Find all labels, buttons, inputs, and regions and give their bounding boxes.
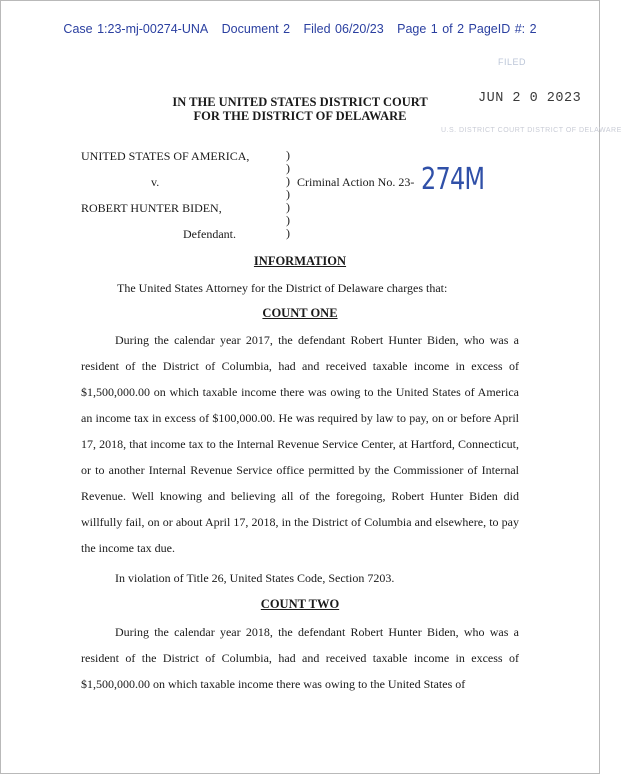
page-info: Page 1 of 2 PageID #: 2 bbox=[397, 22, 537, 36]
ecf-header bbox=[1, 22, 599, 36]
defendant-name: ROBERT HUNTER BIDEN, bbox=[81, 201, 222, 215]
court-title-line2: FOR THE DISTRICT OF DELAWARE bbox=[193, 109, 407, 123]
court-title bbox=[1, 95, 599, 123]
court-stamp-line: U.S. DISTRICT COURT DISTRICT OF DELAWARE bbox=[441, 127, 622, 134]
handwritten-action-number: 274M bbox=[421, 162, 485, 197]
count-one-violation: In violation of Title 26, United States Code, Section 7203. bbox=[115, 571, 395, 585]
case-number: Case 1:23-mj-00274-UNA bbox=[63, 22, 209, 36]
count-one-heading: COUNT ONE bbox=[262, 306, 338, 320]
defendant-label: Defendant. bbox=[183, 227, 236, 241]
plaintiff-name: UNITED STATES OF AMERICA, bbox=[81, 149, 250, 163]
filed-date-stamp: JUN 2 0 2023 bbox=[478, 91, 582, 106]
court-title-line1: IN THE UNITED STATES DISTRICT COURT bbox=[172, 95, 428, 109]
count-two-heading: COUNT TWO bbox=[260, 597, 340, 611]
versus-label: v. bbox=[151, 175, 160, 189]
filed-stamp-label: FILED bbox=[498, 57, 527, 67]
information-heading: INFORMATION bbox=[253, 254, 347, 268]
filed-date: Filed 06/20/23 bbox=[303, 22, 384, 36]
count-one-paragraph: During the calendar year 2017, the defendant Robert Hunter Biden, who was a resident of the District of Columbia, had and received taxable income in excess of $1,500,000.00 on which taxable income there was owing to the United States of America an income tax in excess of $100,000.00. He was required by law to pay, on or before April 17, 2018, that income tax to the Internal Revenue Service Center, at Hartford, Connecticut, or to another Internal Revenue Service office permitted by the Commissioner of Internal Revenue. Well knowing and believing all of the foregoing, Robert Hunter Biden did willfully fail, on or about April 17, 2018, in the District of Columbia and elsewhere, to pay the income tax due. bbox=[81, 333, 519, 555]
information-intro: The United States Attorney for the District of Delaware charges that: bbox=[117, 281, 448, 295]
criminal-action-label: Criminal Action No. 23- bbox=[297, 175, 415, 189]
caption-parentheses: ) ) ) ) ) ) ) bbox=[286, 148, 290, 240]
count-two-paragraph: During the calendar year 2018, the defendant Robert Hunter Biden, who was a resident of the District of Columbia, had and received taxable income in excess of $1,500,000.00 on which taxable income there was owing to the United States of bbox=[81, 625, 519, 691]
document-number: Document 2 bbox=[221, 22, 291, 36]
